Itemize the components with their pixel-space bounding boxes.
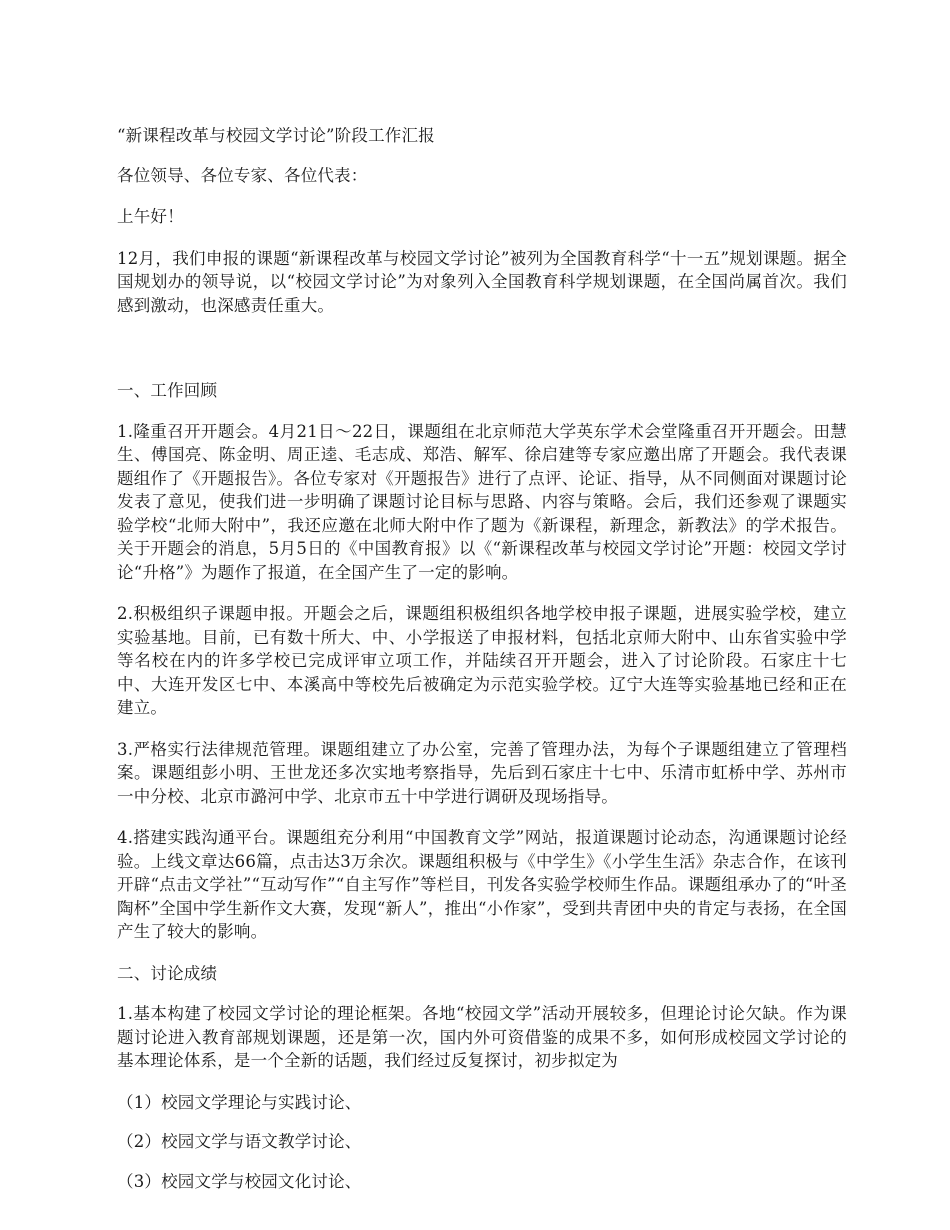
results-paragraph-1: 1.基本构建了校园文学讨论的理论框架。各地“校园文学”活动开展较多，但理论讨论欠缺。作为课题讨论进入教育部规划课题，还是第一次，国内外可资借鉴的成果不多，如何形成校园文学讨论的基本理论体系，是一个全新的话题，我们经过反复探讨，初步拟定为 — [117, 1004, 847, 1070]
intro-paragraph: 12月，我们申报的课题“新课程改革与校园文学讨论”被列为全国教育科学“十一五”规划课题。据全国规划办的领导说，以“校园文学讨论”为对象列入全国教育科学规划课题，在全国尚属首次。我们感到激动，也深感责任重大。 — [117, 248, 847, 315]
list-item: （3）校园文学与校园文化讨论、 — [117, 1171, 362, 1191]
review-item-4: 4.搭建实践沟通平台。课题组充分利用“中国教育文学”网站，报道课题讨论动态，沟通课题讨论经验。上线文章达66篇，点击达3万余次。课题组积极与《中学生》《小学生生活》杂志合作，在该刊开辟“点击文学社”“互动写作”“自主写作”等栏目，刊发各实验学校师生作品。课题组承办了的“叶圣陶杯”全国中学生新作文大赛，发现“新人”，推出“小作家”，受到共青团中央的肯定与表扬，在全国产生了较大的影响。 — [117, 828, 847, 941]
section-spacer — [117, 335, 847, 379]
section-heading-results: 二、讨论成绩 — [117, 963, 218, 983]
document-title: “新课程改革与校园文学讨论”阶段工作汇报 — [117, 126, 435, 145]
document-page — [117, 124, 847, 1209]
list-item: （2）校园文学与语文教学讨论、 — [117, 1132, 362, 1151]
salutation: 各位领导、各位专家、各位代表： — [117, 165, 368, 185]
review-item-3: 3.严格实行法律规范管理。课题组建立了办公室，完善了管理办法，为每个子课题组建立了管理档案。课题组彭小明、王世龙还多次实地考察指导，先后到石家庄十七中、乐清市虹桥中学、苏州市一中分校、北京市潞河中学、北京市五十中学进行调研及现场指导。 — [117, 739, 847, 806]
section-heading-review: 一、工作回顾 — [117, 381, 218, 400]
list-item: （1）校园文学理论与实践讨论、 — [117, 1092, 362, 1112]
greeting: 上午好！ — [117, 207, 184, 226]
review-item-1: 1.隆重召开开题会。4月21日～22日，课题组在北京师范大学英东学术会堂隆重召开开题会。田慧生、傅国亮、陈金明、周正逵、毛志成、郑浩、解军、徐启建等专家应邀出席了开题会。我代表课题组作了《开题报告》。各位专家对《开题报告》进行了点评、论证、指导，从不同侧面对课题讨论发表了意见，使我们进一步明确了课题讨论目标与思路、内容与策略。会后，我们还参观了课题实验学校“北师大附中”，我还应邀在北师大附中作了题为《新课程，新理念，新教法》的学术报告。关于开题会的消息，5月5日的《中国教育报》以《“新课程改革与校园文学讨论”开题：校园文学讨论“升格”》为题作了报道，在全国产生了一定的影响。 — [117, 421, 847, 582]
review-item-2: 2.积极组织子课题申报。开题会之后，课题组积极组织各地学校申报子课题，进展实验学校，建立实验基地。目前，已有数十所大、中、小学报送了申报材料，包括北京师大附中、山东省实验中学等名校在内的许多学校已完成评审立项工作，并陆续召开开题会，进入了讨论阶段。石家庄十七中、大连开发区七中、本溪高中等校先后被确定为示范实验学校。辽宁大连等实验基地已经和正在建立。 — [117, 604, 847, 717]
